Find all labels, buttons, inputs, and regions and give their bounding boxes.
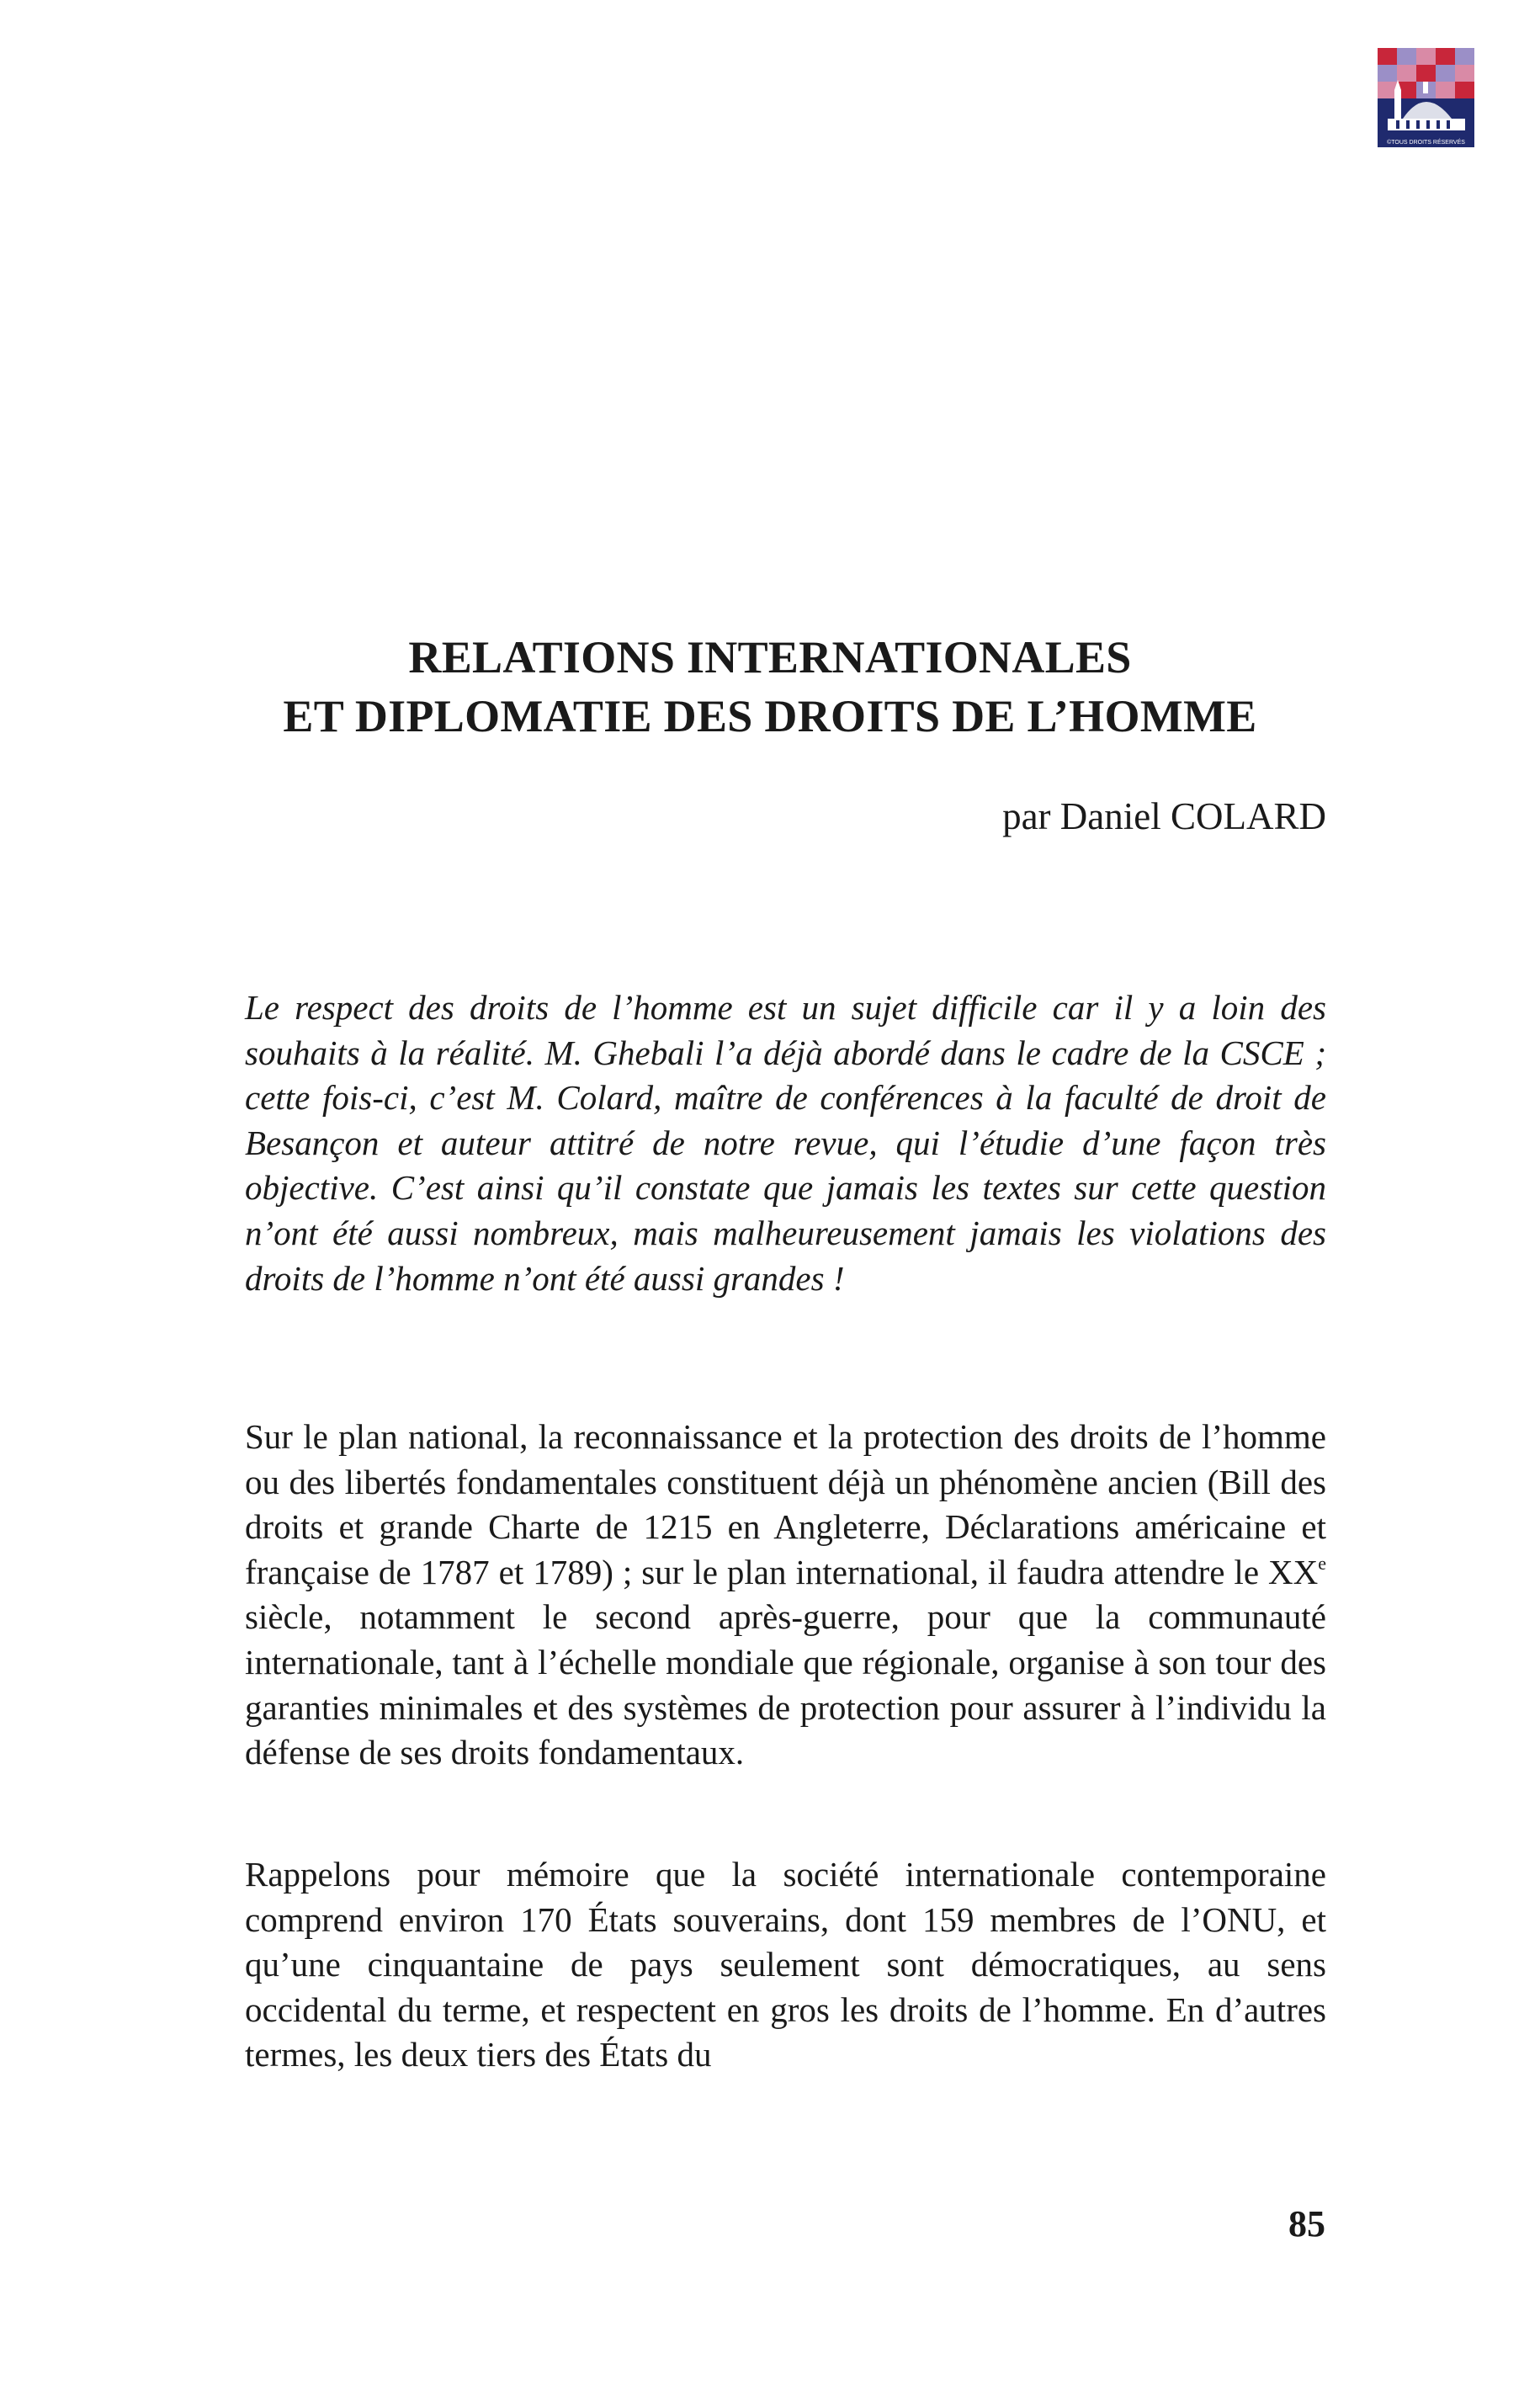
century-superscript: e <box>1318 1552 1326 1574</box>
article-title <box>126 628 1414 746</box>
publisher-logo <box>1378 48 1474 147</box>
article-title-line-2: ET DIPLOMATIE DES DROITS DE L’HOMME <box>283 691 1257 741</box>
page-number: 85 <box>1288 2203 1325 2244</box>
body-paragraph-1 <box>245 1415 1326 1776</box>
body-paragraph-1-text-b: siècle, notamment le second après-guerre, pour que la communauté internationale, tant à l’échelle mondiale que régionale, organise à son tour des garanties minimales et des systèmes de protection pour assurer à l’individu la défense de ses droits fondamentaux. <box>245 1597 1326 1772</box>
logo-caption: ©TOUS DROITS RÉSERVÉS <box>1387 140 1465 146</box>
publisher-logo-graphic <box>1378 48 1474 147</box>
article-abstract: Le respect des droits de l’homme est un sujet difficile car il y a loin des souhaits à la réalité. M. Ghebali l’a déjà abordé dans le cadre de la CSCE ; cette fois-ci, c’est M. Colard, maître de conférences à la faculté de droit de Besançon et auteur attitré de notre revue, qui l’étudie d’une façon très objective. C’est ainsi qu’il constate que jamais les textes sur cette question n’ont été aussi nombreux, mais malheureusement jamais les violations des droits de l’homme n’ont été aussi grandes ! <box>245 988 1326 1298</box>
article-title-line-1: RELATIONS INTERNATIONALES <box>408 632 1132 683</box>
body-paragraph-2: Rappelons pour mémoire que la société internationale contemporaine comprend environ 170 États souverains, dont 159 membres de l’ONU, et qu’une cinquantaine de pays seulement sont démocratiques, au sens occidental du terme, et respectent en gros les droits de l’homme. En d’autres termes, les deux tiers des États du <box>245 1855 1326 2074</box>
body-paragraph-1-text-a: Sur le plan national, la reconnaissance et la protection des droits de l’homme ou des libertés fondamentales constituent déjà un phénomène ancien (Bill des droits et grande Charte de 1215 en Angleterre, Déclarations américaine et française de 1787 et 1789) ; sur le plan international, il faudra attendre le XX <box>245 1417 1326 1591</box>
article-author: par Daniel COLARD <box>1002 795 1326 837</box>
